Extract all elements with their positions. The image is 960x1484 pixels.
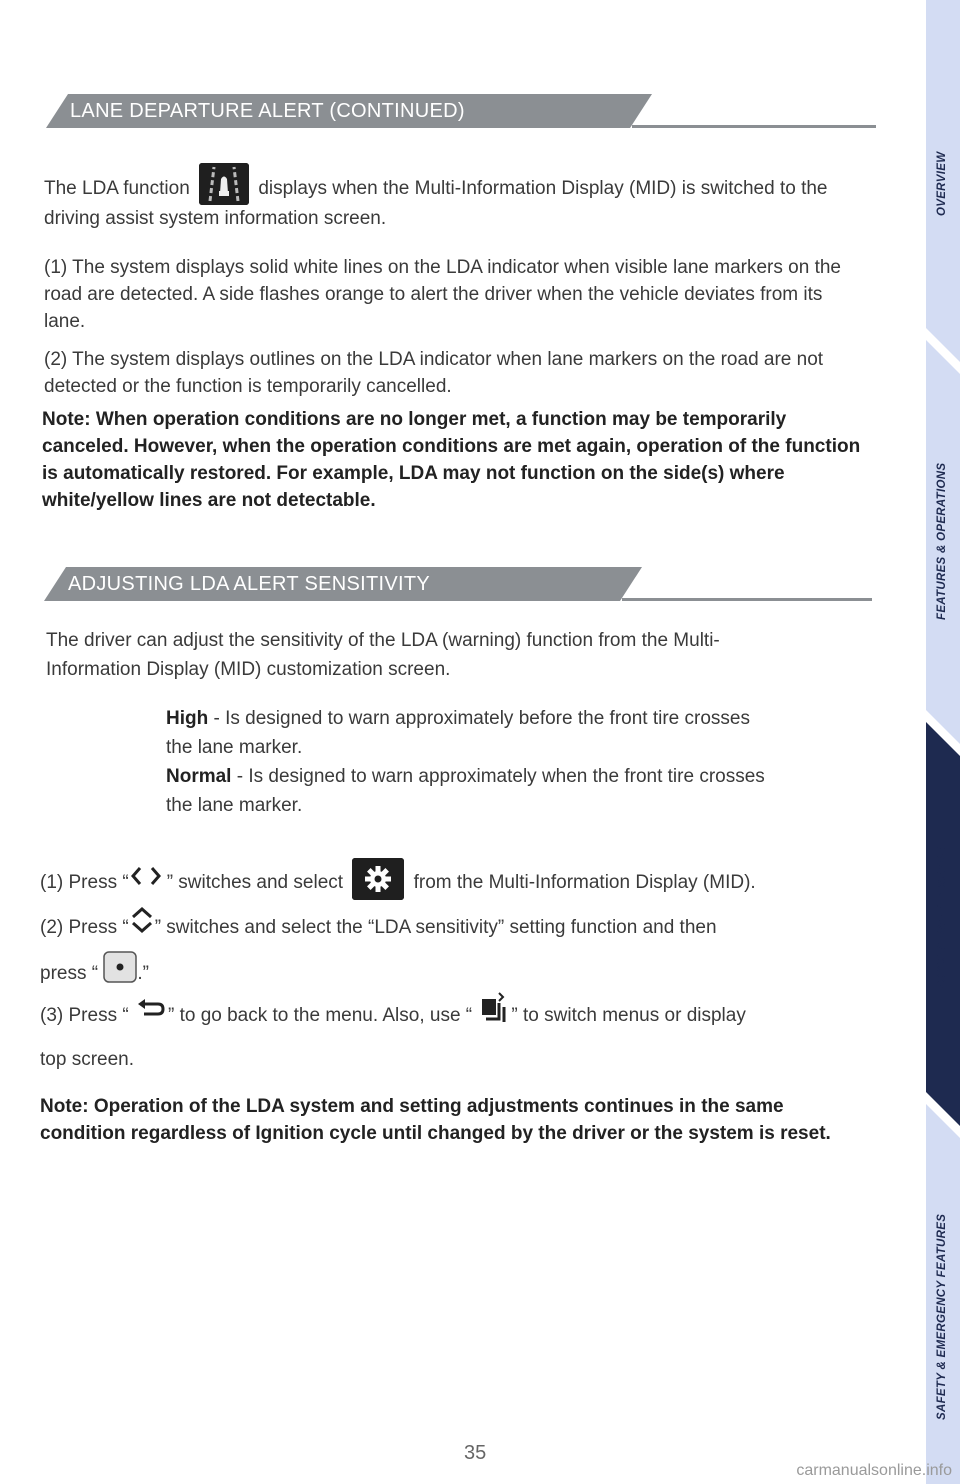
intro-text-a: The LDA function [44, 178, 190, 200]
intro-text-b: displays when the Multi-Information Display (MID) is switched to the driving assist system information screen. [44, 178, 828, 229]
step3-text-b: ” to go back to the menu. Also, use “ [167, 1005, 473, 1027]
left-right-switch-icon [129, 864, 163, 896]
header-rule [622, 598, 872, 601]
section-title: ADJUSTING LDA ALERT SENSITIVITY [68, 573, 430, 595]
page-number: 35 [464, 1442, 487, 1464]
side-tab-toyota-safety-sense[interactable]: TOYOTA SAFETY SENSE [936, 847, 948, 990]
lda-indicator-icon [199, 163, 249, 205]
step2-text-c: press “ [40, 963, 99, 985]
step2-text-b: ” switches and select the “LDA sensitivity” setting function and then [154, 917, 717, 939]
normal-option [166, 762, 766, 820]
step1-text-b: ” switches and select [166, 872, 344, 894]
side-tab-safety-emergency[interactable]: SAFETY & EMERGENCY FEATURES [936, 1213, 948, 1420]
back-arrow-icon [136, 998, 166, 1028]
step3-text-a: (3) Press “ [40, 1005, 129, 1027]
normal-label: Normal [166, 766, 232, 787]
normal-text: - Is designed to warn approximately when the front tire crosses the lane marker. [166, 766, 765, 816]
step-1 [40, 866, 880, 900]
header-rule [632, 125, 876, 128]
step-3-continued: top screen. [40, 1049, 134, 1070]
lda-note: Note: When operation conditions are no longer met, a function may be temporarily canceled. However, when the operation conditions are met again, operation of the function is automatically restored. For example, LDA may not function on the side(s) where white/yellow lines are not detectable. [42, 409, 861, 511]
side-tab-overview[interactable]: OVERVIEW [936, 151, 948, 216]
lda-item-2: (2) The system displays outlines on the LDA indicator when lane markers on the road are not detected or the function is temporarily cancelled. [44, 349, 824, 397]
sensitivity-note: Note: Operation of the LDA system and setting adjustments continues in the same condition regardless of Ignition cycle until changed by the driver or the system is reset. [40, 1096, 831, 1144]
watermark: carmanualsonline.info [796, 1462, 952, 1479]
side-tab-features-operations[interactable]: FEATURES & OPERATIONS [936, 462, 948, 620]
enter-button-icon [103, 951, 137, 991]
step2-text-d: .” [137, 963, 149, 985]
lda-intro [44, 173, 844, 232]
section-header-adjusting-sensitivity [44, 567, 874, 601]
display-switch-icon [479, 991, 509, 1031]
step3-text-c: ” to switch menus or display [511, 1005, 746, 1027]
step1-text-a: (1) Press “ [40, 872, 129, 894]
section-header-lda-continued [46, 94, 876, 128]
high-option [166, 704, 766, 762]
sensitivity-intro: The driver can adjust the sensitivity of the LDA (warning) function from the Multi-Information Display (MID) customization screen. [46, 630, 720, 680]
lda-item-1: (1) The system displays solid white lines on the LDA indicator when visible lane markers on the road are detected. A side flashes orange to alert the driver when the vehicle deviates from its lane. [44, 257, 841, 332]
step-2 [40, 913, 880, 943]
up-down-switch-icon [129, 905, 155, 943]
high-label: High [166, 708, 209, 729]
section-title: LANE DEPARTURE ALERT (CONTINUED) [70, 100, 465, 122]
step-2-continued [40, 957, 880, 991]
step2-text-a: (2) Press “ [40, 917, 129, 939]
settings-gear-icon [352, 858, 404, 900]
high-text: - Is designed to warn approximately before the front tire crosses the lane marker. [166, 708, 750, 758]
side-navigation [926, 0, 960, 1484]
step1-text-c: from the Multi-Information Display (MID). [413, 872, 756, 894]
step-3 [40, 1001, 880, 1031]
